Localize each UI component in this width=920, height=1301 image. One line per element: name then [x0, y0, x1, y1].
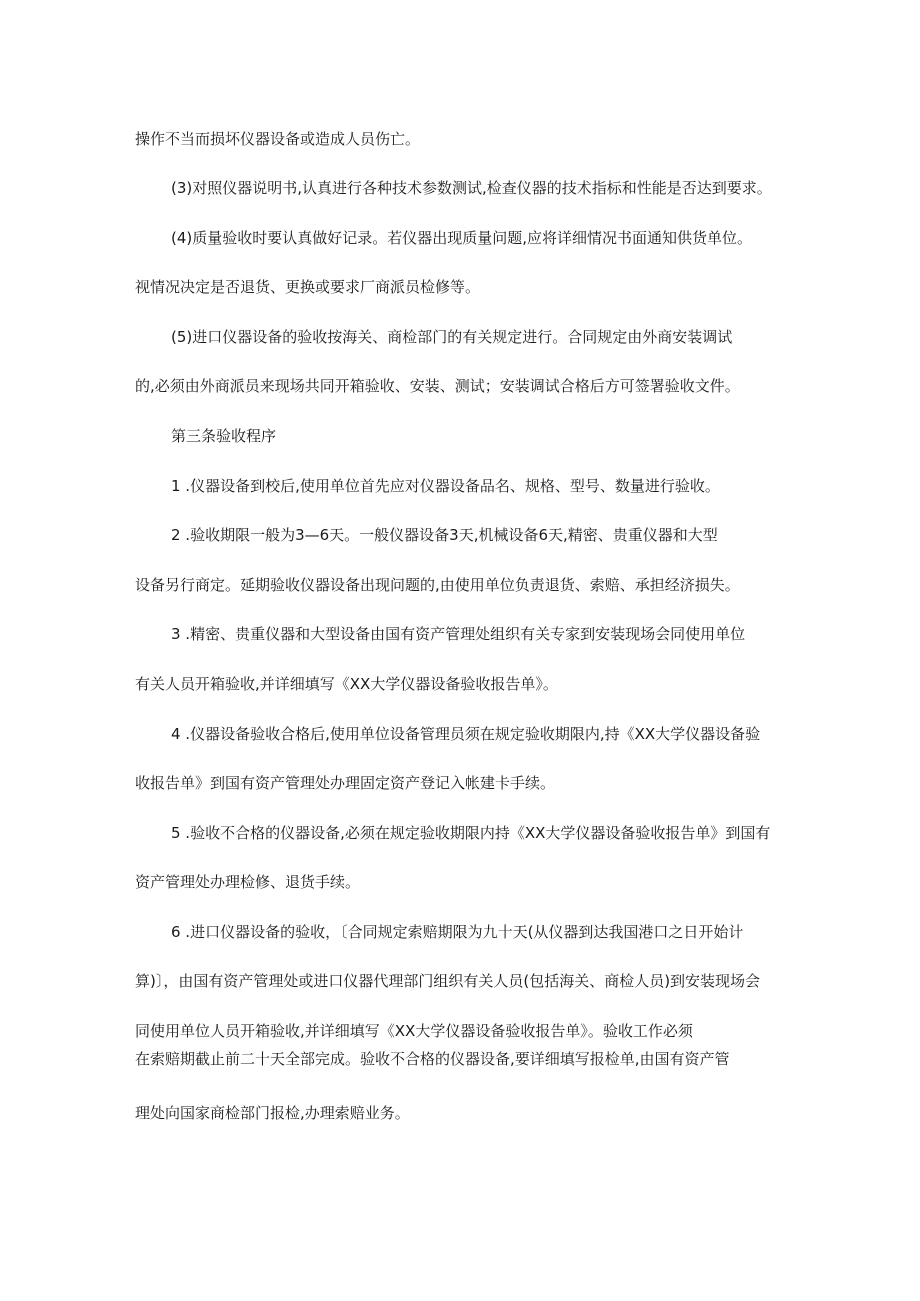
text-line: 1 .仪器设备到校后,使用单位首先应对仪器设备品名、规格、型号、数量进行验收。 — [171, 477, 720, 495]
text-line: 6 .进口仪器设备的验收，〔合同规定索赔期限为九十天(从仪器到达我国港口之日开始计 — [171, 923, 744, 941]
text-line: 2 .验收期限一般为3—6天。一般仪器设备3天,机械设备6天,精密、贵重仪器和大型 — [171, 526, 718, 544]
text-line: (4)质量验收时要认真做好记录。若仪器出现质量问题,应将详细情况书面通知供货单位。 — [171, 229, 753, 247]
text-line: 同使用单位人员开箱验收,并详细填写《XX大学仪器设备验收报告单》。验收工作必须 — [135, 1022, 693, 1040]
text-line: 视情况决定是否退货、更换或要求厂商派员检修等。 — [135, 278, 481, 296]
text-line: 操作不当而损坏仪器设备或造成人员伤亡。 — [135, 130, 421, 148]
text-line: (3)对照仪器说明书,认真进行各种技术参数测试,检查仪器的技术指标和性能是否达到要求。 — [171, 179, 772, 197]
text-line: 理处向国家商检部门报检,办理索赔业务。 — [135, 1104, 410, 1122]
text-line: (5)进口仪器设备的验收按海关、商检部门的有关规定进行。合同规定由外商安装调试 — [171, 328, 733, 346]
text-line: 算)〕，由国有资产管理处或进口仪器代理部门组织有关人员(包括海关、商检人员)到安装现场会 — [135, 972, 761, 990]
text-line: 有关人员开箱验收,并详细填写《XX大学仪器设备验收报告单》。 — [135, 675, 558, 693]
text-line: 收报告单》到国有资产管理处办理固定资产登记入帐建卡手续。 — [135, 774, 556, 792]
text-line: 在索赔期截止前二十天全部完成。验收不合格的仪器设备,要详细填写报检单,由国有资产管 — [135, 1050, 730, 1068]
text-line: 4 .仪器设备验收合格后,使用单位设备管理员须在规定验收期限内,持《XX大学仪器设备验 — [171, 725, 761, 743]
text-line: 的,必须由外商派员来现场共同开箱验收、安装、测试；安装调试合格后方可签署验收文件。 — [135, 377, 740, 395]
text-line: 资产管理处办理检修、退货手续。 — [135, 873, 361, 891]
text-line: 设备另行商定。延期验收仪器设备出现问题的,由使用单位负责退货、索赔、承担经济损失。 — [135, 576, 740, 594]
text-line: 3 .精密、贵重仪器和大型设备由国有资产管理处组织有关专家到安装现场会同使用单位 — [171, 625, 746, 643]
text-line: 5 .验收不合格的仪器设备,必须在规定验收期限内持《XX大学仪器设备验收报告单》到国有 — [171, 824, 771, 842]
section-heading: 第三条验收程序 — [171, 427, 277, 445]
